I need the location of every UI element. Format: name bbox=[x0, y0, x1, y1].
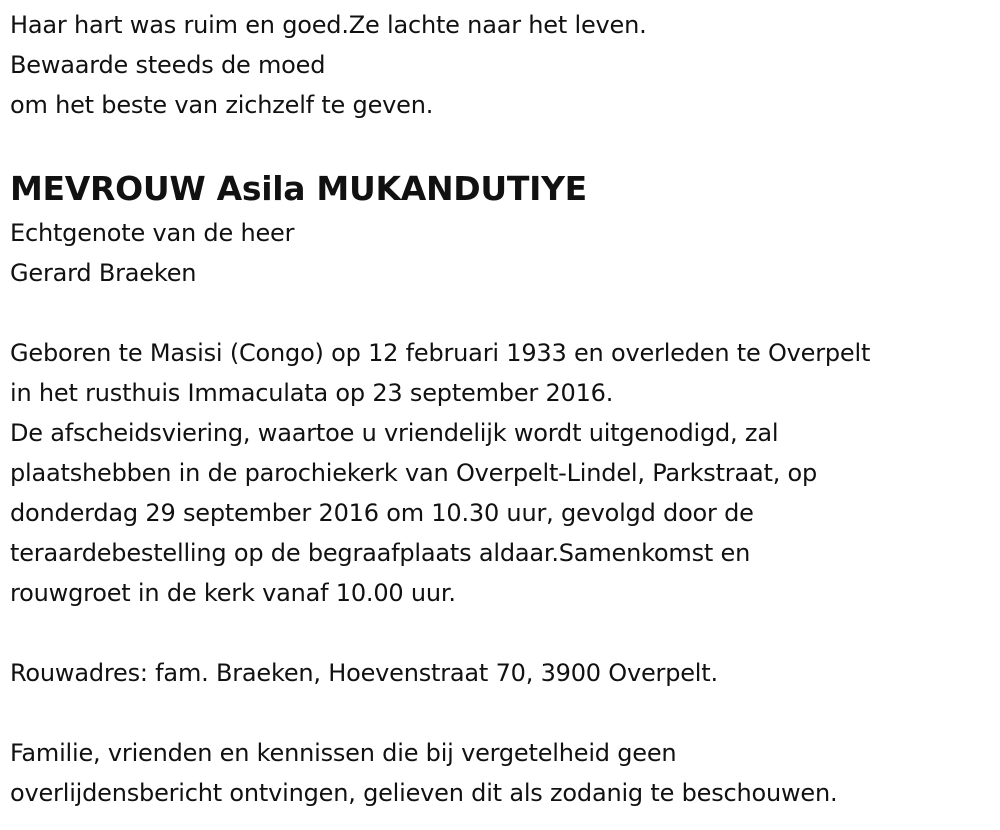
closing-notice bbox=[10, 733, 985, 813]
poem bbox=[10, 5, 985, 125]
details-line: plaatshebben in de parochiekerk van Overpelt-Lindel, Parkstraat, op bbox=[10, 459, 818, 487]
details-paragraph bbox=[10, 333, 985, 613]
details-line: rouwgroet in de kerk vanaf 10.00 uur. bbox=[10, 579, 456, 607]
mourning-address: Rouwadres: fam. Braeken, Hoevenstraat 70, 3900 Overpelt. bbox=[10, 659, 718, 687]
details-line: Geboren te Masisi (Congo) op 12 februari 1933 en overleden te Overpelt bbox=[10, 339, 871, 367]
details-line: De afscheidsviering, waartoe u vriendelijk wordt uitgenodigd, zal bbox=[10, 419, 779, 447]
spouse-line: Gerard Braeken bbox=[10, 259, 197, 287]
spacer bbox=[10, 293, 985, 333]
obituary-document bbox=[10, 5, 985, 813]
spouse-info bbox=[10, 213, 985, 293]
poem-line: Haar hart was ruim en goed.Ze lachte naar het leven. bbox=[10, 11, 647, 39]
notice-line: overlijdensbericht ontvingen, gelieven dit als zodanig te beschouwen. bbox=[10, 779, 838, 807]
poem-line: om het beste van zichzelf te geven. bbox=[10, 91, 434, 119]
spacer bbox=[10, 693, 985, 733]
spacer bbox=[10, 613, 985, 653]
spouse-line: Echtgenote van de heer bbox=[10, 219, 295, 247]
notice-line: Familie, vrienden en kennissen die bij vergetelheid geen bbox=[10, 739, 677, 767]
poem-line: Bewaarde steeds de moed bbox=[10, 51, 326, 79]
details-line: teraardebestelling op de begraafplaats aldaar.Samenkomst en bbox=[10, 539, 751, 567]
details-line: in het rusthuis Immaculata op 23 september 2016. bbox=[10, 379, 614, 407]
spacer bbox=[10, 125, 985, 165]
details-line: donderdag 29 september 2016 om 10.30 uur, gevolgd door de bbox=[10, 499, 754, 527]
deceased-name: MEVROUW Asila MUKANDUTIYE bbox=[10, 169, 587, 208]
